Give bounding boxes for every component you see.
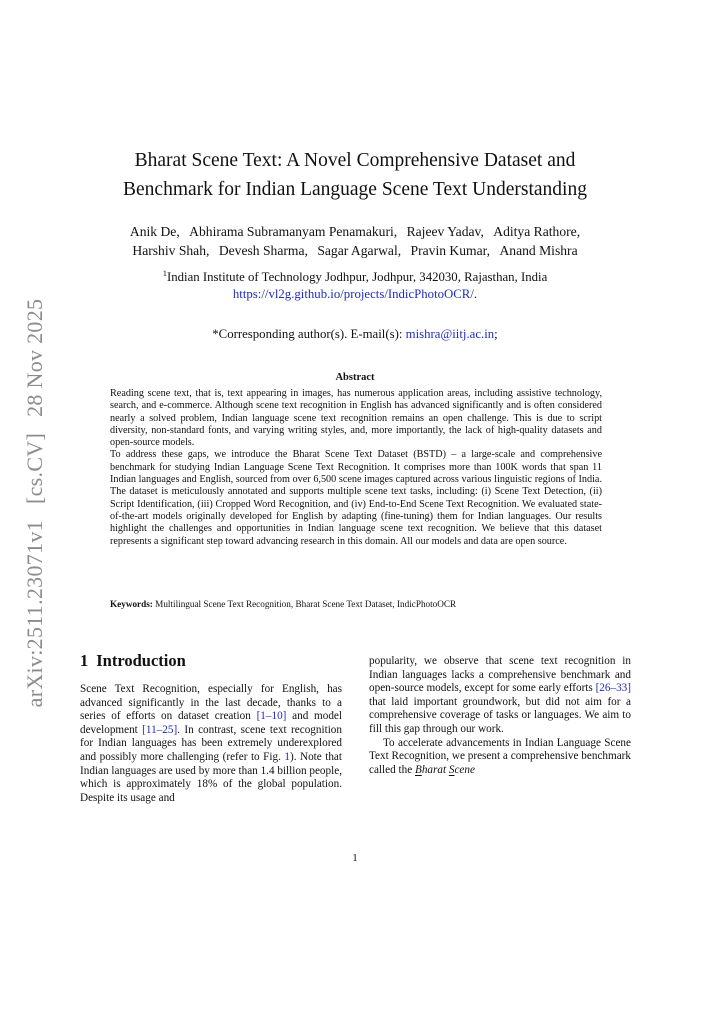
section-number: 1 (80, 651, 89, 670)
intro-paragraph (369, 655, 631, 737)
author-name: Pravin Kumar, (410, 243, 491, 258)
figure-link[interactable]: 1 (284, 750, 290, 763)
affiliation-text: Indian Institute of Technology Jodhpur, Jodhpur, 342030, Rajasthan, India (166, 270, 548, 284)
affiliation-marker: 1 (162, 268, 167, 278)
corresponding-label: *Corresponding author(s). E-mail(s): (212, 327, 403, 341)
intro-paragraph (80, 683, 342, 805)
corresponding-author (60, 327, 650, 342)
keywords (110, 599, 602, 609)
keywords-text: Multilingual Scene Text Recognition, Bharat Scene Text Dataset, IndicPhotoOCR (155, 599, 457, 609)
author-name: Abhirama Subramanyam Penamakuri, (189, 224, 398, 239)
link-suffix: . (473, 287, 478, 301)
text-run: popularity, we observe that scene text recognition in Indian languages lacks a comprehensive benchmark and open-source models, except for some early efforts (369, 655, 631, 695)
text-run: . In contrast, scene text recognition for Indian languages has been extremely underexplored and possibly more challenging (refer to Fig. (80, 723, 342, 763)
intro-paragraph (369, 737, 631, 778)
title-line: Benchmark for Indian Language Scene Text Understanding (123, 179, 587, 200)
paper-title (60, 146, 650, 204)
text-run: harat (421, 763, 447, 776)
email-link[interactable]: mishra@iitj.ac.in (405, 327, 495, 341)
arxiv-stamp (22, 283, 48, 708)
abstract-heading: Abstract (335, 372, 375, 383)
acronym-letter: B (414, 763, 422, 776)
author-name: Aditya Rathore, (493, 224, 581, 239)
text-run: To accelerate advancements in Indian Language Scene Text Recognition, we present a comprehensive benchmark called the (369, 736, 631, 776)
abstract-paragraph: Reading scene text, that is, text appearing in images, has numerous application areas, including assistive technology, search, and e-commerce. Although scene text recognition in English has advanced significantly and is often considered nearly a solved problem, Indian language scene text recognition remains an open challenge. This is due to script diversity, non-standard fonts, and varying writing styles, and, more importantly, the lack of high-quality datasets and open-source models. (110, 388, 602, 449)
author-list (60, 222, 650, 260)
arxiv-category: [cs.CV] (22, 432, 47, 505)
affiliation (60, 265, 650, 303)
section-heading (80, 651, 342, 671)
author-name: Harshiv Shah, (132, 243, 210, 258)
text-run: and model development (80, 710, 343, 736)
citation-link[interactable]: [26–33] (595, 682, 631, 695)
left-column (80, 651, 342, 805)
acronym-letter: S (448, 763, 455, 776)
title-line: Bharat Scene Text: A Novel Comprehensive Dataset and (134, 150, 576, 171)
text-run: ). Note that Indian languages are used by more than 1.4 billion people, which is approximately 18% of the global population. Despite its usage and (80, 750, 343, 804)
author-name: Sagar Agarwal, (317, 243, 402, 258)
author-line (60, 241, 650, 260)
citation-link[interactable]: [11–25] (142, 723, 178, 736)
project-link[interactable]: https://vl2g.github.io/projects/IndicPhotoOCR/ (232, 287, 474, 301)
right-column (369, 655, 631, 777)
author-name: Anik De, (129, 224, 180, 239)
author-name: Devesh Sharma, (218, 243, 308, 258)
text-run: that laid important groundwork, but did not aim for a comprehensive coverage of tasks or languages. We aim to fill this gap through our work. (369, 695, 631, 735)
section-title: Introduction (96, 651, 186, 670)
citation-link[interactable]: [1–10] (256, 710, 287, 723)
keywords-label: Keywords: (110, 599, 153, 609)
page-number: 1 (352, 852, 358, 864)
arxiv-date: 28 Nov 2025 (22, 298, 47, 417)
text-run: Scene Text Recognition, especially for English, has advanced significantly in the last decade, thanks to a series of efforts on dataset creation (80, 683, 342, 723)
text-run: cene (454, 763, 475, 776)
author-line (60, 222, 650, 241)
author-name: Anand Mishra (499, 243, 578, 258)
abstract-body (110, 388, 602, 548)
author-name: Rajeev Yadav, (406, 224, 484, 239)
email-suffix: ; (494, 327, 498, 341)
arxiv-id: arXiv:2511.23071v1 (22, 520, 47, 708)
abstract-paragraph: To address these gaps, we introduce the Bharat Scene Text Dataset (BSTD) – a large-scale and comprehensive benchmark for studying Indian Language Scene Text Recognition. It comprises more than 100K words that span 11 Indian languages and English, sourced from over 6,500 scene images captured across various linguistic regions of India. The dataset is meticulously annotated and supports multiple scene text tasks, including: (i) Scene Text Detection, (ii) Script Identification, (iii) Cropped Word Recognition, and (iv) End-to-End Scene Text Recognition. We evaluated state-of-the-art models originally developed for English by adapting (fine-tuning) them for Indian languages. Our results highlight the challenges and opportunities in Indian language scene text recognition. We believe that this dataset represents a significant step toward advancing research in this domain. All our models and data are open source. (110, 449, 602, 547)
